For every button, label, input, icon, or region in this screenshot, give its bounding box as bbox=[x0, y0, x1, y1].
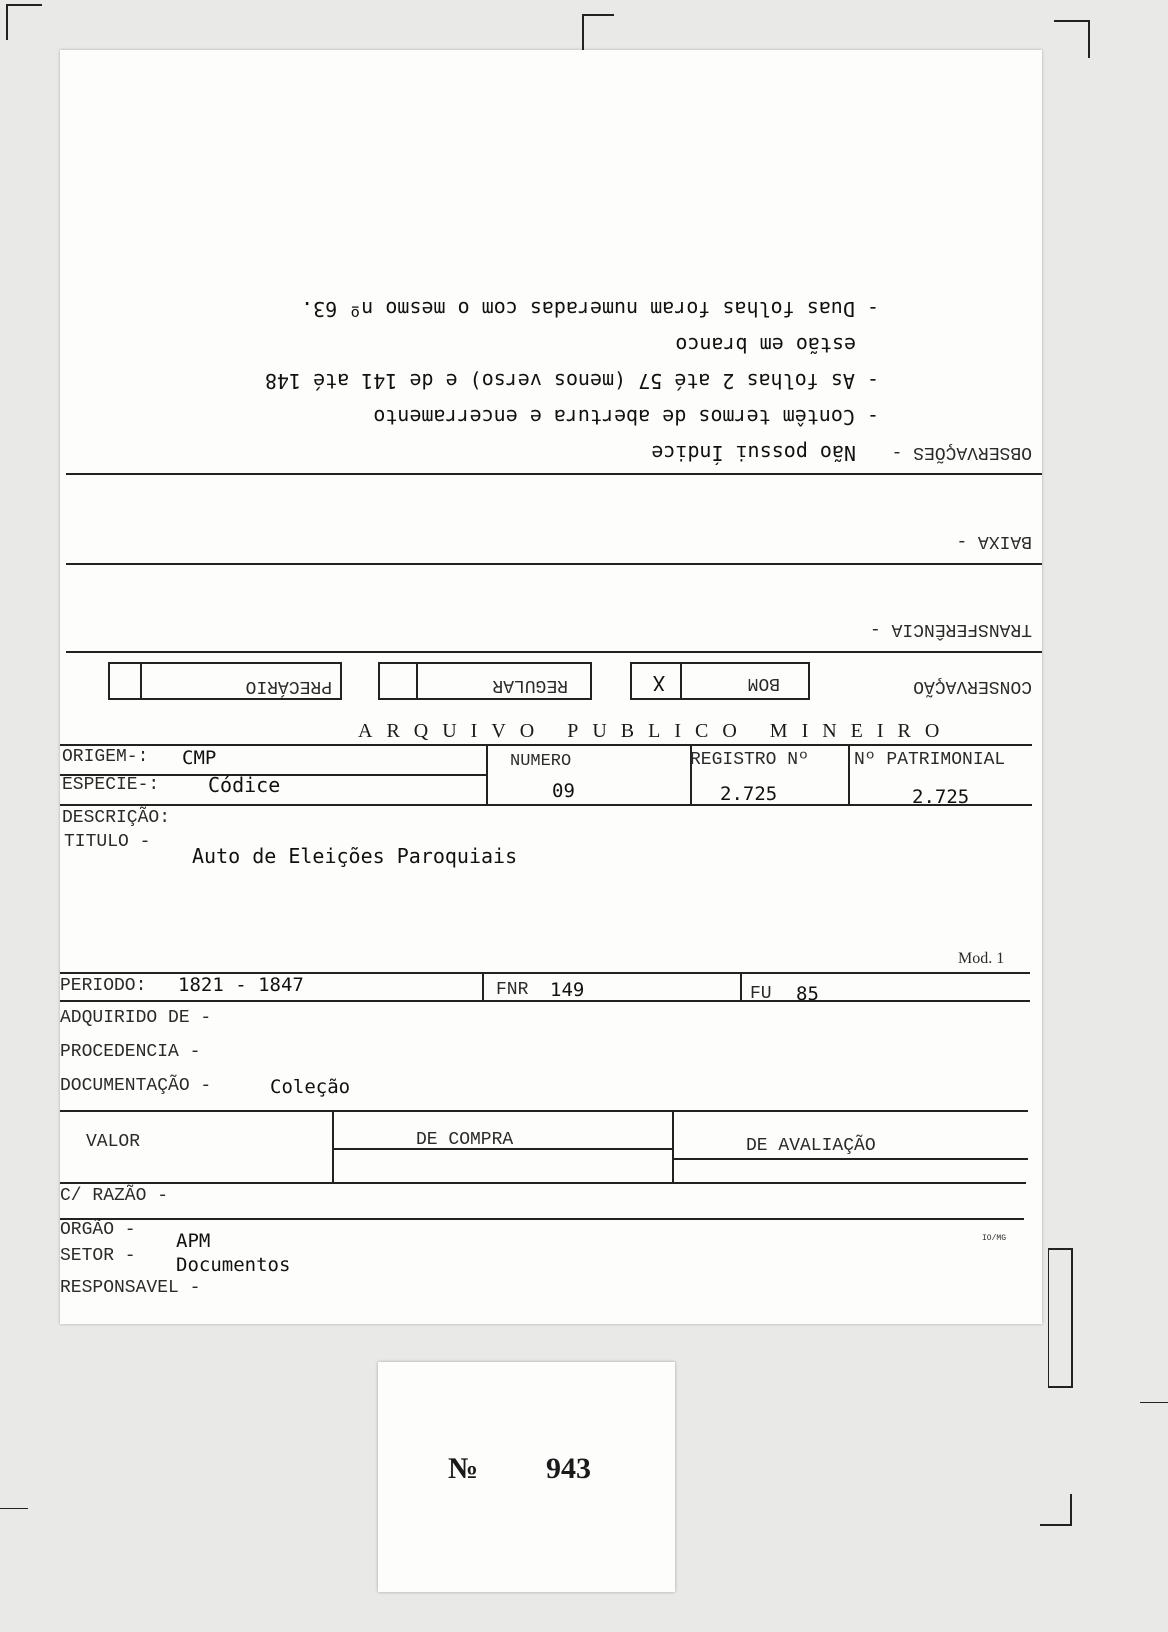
documentacao-value: Coleção bbox=[270, 1076, 351, 1098]
rule-header-bottom bbox=[60, 804, 1032, 806]
adquirido-label: ADQUIRIDO DE - bbox=[60, 1008, 212, 1028]
crop-mark-top-right bbox=[1054, 20, 1090, 58]
descricao-label: DESCRIÇÃO: bbox=[62, 808, 171, 828]
divider-numero bbox=[486, 744, 488, 804]
observacoes-line-4: estão em branco bbox=[675, 333, 856, 357]
observacoes-line-3: - As folhas 2 até 57 (menos verso) e de 141 até 148 bbox=[264, 369, 879, 393]
rule-header-top bbox=[60, 744, 1032, 746]
periodo-label: PERIODO: bbox=[60, 976, 147, 996]
upside-down-section bbox=[60, 50, 1042, 715]
observacoes-line-2: - Contêm termos de abertura e encerramento bbox=[373, 405, 879, 429]
option-regular-divider bbox=[416, 664, 418, 700]
numero-value: 09 bbox=[552, 780, 575, 802]
rule-razao-bottom bbox=[60, 1218, 1024, 1220]
crop-mark-top-left bbox=[6, 4, 42, 40]
mod-label: Mod. 1 bbox=[958, 950, 1005, 967]
divider-patrimonial bbox=[848, 744, 850, 804]
option-bom-label: BOM bbox=[747, 673, 780, 693]
razao-label: C/ RAZÃO - bbox=[60, 1186, 169, 1206]
avaliacao-label: DE AVALIAÇÃO bbox=[746, 1136, 876, 1156]
compra-label: DE COMPRA bbox=[416, 1130, 514, 1150]
especie-value: Códice bbox=[208, 773, 281, 797]
ticket-number: 943 bbox=[546, 1452, 591, 1485]
rule-transferencia bbox=[66, 563, 1042, 565]
scale-bracket bbox=[1048, 1248, 1073, 1388]
printer-mark: IO/MG bbox=[982, 1234, 1007, 1243]
orgao-label: ORGÃO - bbox=[60, 1220, 136, 1240]
rule-periodo-bottom bbox=[60, 1000, 1030, 1002]
rule-avaliacao-under bbox=[672, 1158, 1028, 1160]
registro-value: 2.725 bbox=[720, 783, 778, 805]
divider-avaliacao bbox=[672, 1110, 674, 1182]
patrimonial-value: 2.725 bbox=[912, 786, 970, 808]
rule-compra-under bbox=[332, 1148, 672, 1150]
numero-symbol: № bbox=[448, 1452, 479, 1485]
number-ticket bbox=[378, 1362, 675, 1592]
periodo-value: 1821 - 1847 bbox=[178, 974, 304, 996]
observacoes-line-5: - Duas folhas foram numeradas com o mesmo nº 63. bbox=[301, 297, 879, 321]
conservacao-label: CONSERVAÇÃO bbox=[913, 676, 1032, 696]
rule-valor-top bbox=[60, 1110, 1028, 1112]
crop-mark-left-dash bbox=[0, 1508, 28, 1509]
responsavel-label: RESPONSAVEL - bbox=[60, 1278, 201, 1298]
option-bom-mark: X bbox=[652, 671, 665, 695]
option-precario-divider bbox=[140, 664, 142, 700]
fu-label: FU bbox=[750, 984, 772, 1004]
numero-label: NUMERO bbox=[510, 752, 572, 771]
divider-fu bbox=[740, 972, 742, 1002]
option-precario-label: PRECÁRIO bbox=[245, 676, 332, 696]
documentacao-label: DOCUMENTAÇÃO - bbox=[60, 1076, 212, 1096]
transferencia-label: TRANSFERÊNCIA - bbox=[869, 619, 1032, 639]
fnr-value: 149 bbox=[550, 979, 585, 1001]
setor-label: SETOR - bbox=[60, 1246, 136, 1266]
registro-label: REGISTRO Nº bbox=[690, 750, 809, 770]
option-regular-label: REGULAR bbox=[492, 675, 568, 695]
archive-title: ARQUIVO PUBLICO MINEIRO bbox=[358, 720, 954, 742]
origem-label: ORIGEM-: bbox=[62, 747, 149, 767]
titulo-label: TITULO - bbox=[64, 832, 151, 852]
crop-mark-right-dash bbox=[1140, 1402, 1168, 1403]
observacoes-line-1: Não possui Índice bbox=[651, 441, 856, 465]
procedencia-label: PROCEDENCIA - bbox=[60, 1042, 201, 1062]
divider-compra bbox=[332, 1110, 334, 1184]
origem-value: CMP bbox=[182, 747, 217, 769]
rule-conservacao bbox=[66, 651, 1042, 653]
rule-baixa bbox=[66, 473, 1042, 475]
especie-label: ESPECIE-: bbox=[62, 775, 160, 795]
observacoes-label: OBSERVAÇÕES - bbox=[891, 442, 1032, 462]
crop-mark-top-center bbox=[582, 14, 614, 50]
divider-fnr bbox=[482, 972, 484, 1000]
baixa-label: BAIXA - bbox=[956, 531, 1032, 551]
rule-valor-bottom bbox=[60, 1182, 1026, 1184]
orgao-value: APM bbox=[176, 1230, 211, 1252]
record-card bbox=[60, 50, 1042, 1324]
titulo-value: Auto de Eleições Paroquiais bbox=[192, 844, 518, 868]
setor-value: Documentos bbox=[176, 1254, 291, 1276]
valor-label: VALOR bbox=[86, 1132, 141, 1152]
fnr-label: FNR bbox=[496, 980, 529, 1000]
patrimonial-label: Nº PATRIMONIAL bbox=[854, 750, 1006, 770]
option-bom-divider bbox=[680, 664, 682, 700]
crop-mark-bottom-right bbox=[1040, 1494, 1072, 1526]
fu-value: 85 bbox=[796, 983, 819, 1005]
